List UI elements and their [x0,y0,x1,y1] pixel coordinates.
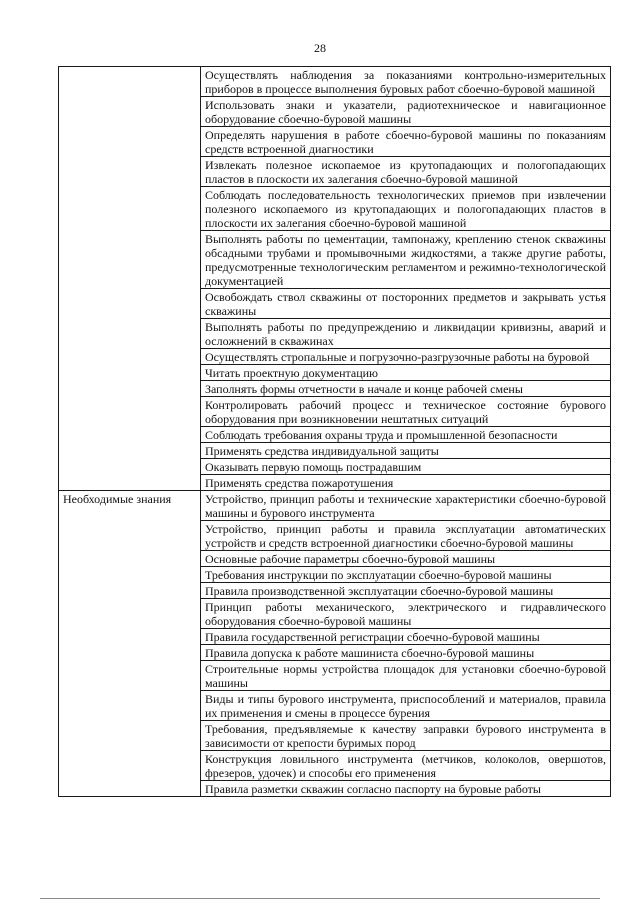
requirement-item: Требования, предъявляемые к качеству заправки бурового инструмента в зависимости от крепости буримых пород [201,721,611,751]
requirement-item: Принцип работы механического, электрического и гидравлического оборудования сбоечно-буровой машины [201,599,611,629]
bottom-rule [40,898,600,899]
requirement-item: Применять средства индивидуальной защиты [201,443,611,459]
requirement-item: Осуществлять наблюдения за показаниями контрольно-измерительных приборов в процессе выполнения буровых работ сбоечно-буровой машиной [201,67,611,97]
requirement-item: Определять нарушения в работе сбоечно-буровой машины по показаниям средств встроенной диагностики [201,127,611,157]
group-label-cell: Необходимые знания [59,491,201,797]
requirement-item: Соблюдать требования охраны труда и промышленной безопасности [201,427,611,443]
requirement-item: Применять средства пожаротушения [201,475,611,491]
requirement-item: Читать проектную документацию [201,365,611,381]
requirement-item: Оказывать первую помощь пострадавшим [201,459,611,475]
requirement-item: Виды и типы бурового инструмента, приспособлений и материалов, правила их применения и смены в процессе бурения [201,691,611,721]
table-body [59,67,611,797]
requirement-item: Соблюдать последовательность технологических приемов при извлечении полезного ископаемого из крутопадающих и пологопадающих пластов в плоскости их залегания сбоечно-буровой машиной [201,187,611,231]
requirement-item: Правила государственной регистрации сбоечно-буровой машины [201,629,611,645]
requirement-item: Устройство, принцип работы и правила эксплуатации автоматических устройств и средств встроенной диагностики сбоечно-буровой машины [201,521,611,551]
requirement-item: Выполнять работы по предупреждению и ликвидации кривизны, аварий и осложнений в скважинах [201,319,611,349]
requirement-item: Правила допуска к работе машиниста сбоечно-буровой машины [201,645,611,661]
requirement-item: Заполнять формы отчетности в начале и конце рабочей смены [201,381,611,397]
requirement-item: Строительные нормы устройства площадок для установки сбоечно-буровой машины [201,661,611,691]
page-number: 28 [314,41,326,55]
requirement-item: Устройство, принцип работы и технические характеристики сбоечно-буровой машины и бурового инструмента [201,491,611,521]
requirement-item: Освобождать ствол скважины от посторонних предметов и закрывать устья скважины [201,289,611,319]
requirement-item: Контролировать рабочий процесс и техническое состояние бурового оборудования при возникновении нештатных ситуаций [201,397,611,427]
requirement-item: Извлекать полезное ископаемое из крутопадающих и пологопадающих пластов в плоскости их залегания сбоечно-буровой машиной [201,157,611,187]
requirement-item: Конструкция ловильного инструмента (метчиков, колоколов, овершотов, фрезеров, удочек) и способы его применения [201,751,611,781]
requirement-item: Правила производственной эксплуатации сбоечно-буровой машины [201,583,611,599]
requirement-item: Выполнять работы по цементации, тампонажу, креплению стенок скважины обсадными трубами и промывочными жидкостями, а также другие работы, предусмотренные технологическим регламентом и режимно-технологической документацией [201,231,611,289]
group-label-cell [59,67,201,491]
requirement-item: Использовать знаки и указатели, радиотехническое и навигационное оборудование сбоечно-буровой машины [201,97,611,127]
requirement-item: Правила разметки скважин согласно паспорту на буровые работы [201,781,611,797]
table-row [59,491,611,521]
requirement-item: Требования инструкции по эксплуатации сбоечно-буровой машины [201,567,611,583]
requirements-table [58,66,611,797]
table-row [59,67,611,97]
requirement-item: Основные рабочие параметры сбоечно-буровой машины [201,551,611,567]
requirement-item: Осуществлять стропальные и погрузочно-разгрузочные работы на буровой [201,349,611,365]
